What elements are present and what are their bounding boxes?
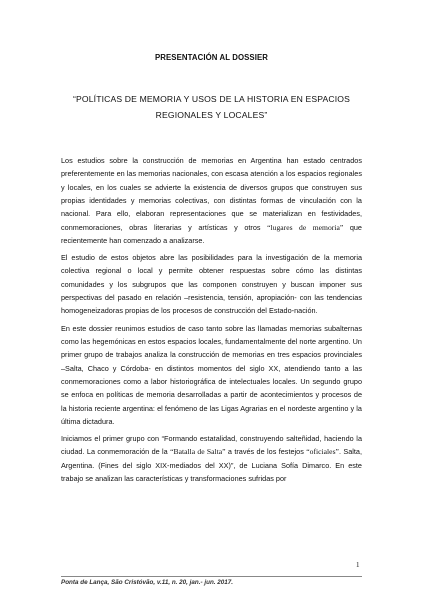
paragraph-4-quote-1: “Batalla de Salta” [170,447,226,457]
paragraph-3-text: En este dossier reunimos estudios de caso tanto sobre las llamadas memorias subalternas como las hegemónicas en estos espacios locales, fundamentalmente del norte argentino. Un primer grupo de trabajos analiza la construcción de memorias en tres espacios provinciales –Salta, Chaco y Córdoba- en distintos momentos del siglo XX, atendiendo tanto a las conmemoraciones como a labor historiográfica de intelectuales locales. Un segundo grupo se enfoca en políticas de memoria desarrolladas a partir de acontecimientos y procesos de la historia reciente argentina: el fenómeno de las Ligas Agrarias en el nordeste argentino y la última dictadura. [61,323,362,426]
paragraph-4-text-c: . Salta, Argentina. (Fines del siglo XIX-mediados del XX)”, de Luciana Sofía Dimarco. En este trabajo se analizan las características y transformaciones sufridas por [61,447,363,483]
body-text [61,154,362,489]
paragraph-1 [61,154,362,247]
footer-divider [61,576,362,577]
paragraph-2 [61,251,362,318]
article-title: “POLÍTICAS DE MEMORIA Y USOS DE LA HISTORIA EN ESPACIOS REGIONALES Y LOCALES” [73,94,350,120]
section-heading: PRESENTACIÓN AL DOSSIER [154,53,269,62]
paragraph-2-text: El estudio de estos objetos abre las posibilidades para la investigación de la memoria colectiva regional o local y permite obtener respuestas sobre cómo las distintas comunidades y los subgrupos que las componen construyen y buscan imponer sus perspectivas del pasado en relación –resistencia, tensión, apropiación- con las tendencias homogeneizadoras propias de los procesos de construcción del Estado-nación. [61,253,362,316]
paragraph-3 [61,322,362,429]
paragraph-4-text-b: a través de los festejos [225,447,307,457]
page-number: 1 [356,561,360,569]
paragraph-4 [61,432,362,485]
paragraph-1-text-b: que recientemente han comenzado a analizarse. [61,222,362,246]
paragraph-1-quote: “lugares de memoria” [267,222,344,232]
footer-citation: Ponta de Lança, São Cristóvão, v.11, n. 20, jan.- jun. 2017. [61,579,234,586]
paragraph-1-text-a: Los estudios sobre la construcción de memorias en Argentina han estado centrados preferentemente en las memorias nacionales, con escasa atención a los espacios regionales y locales, en los cuales se advierte la existencia de diversos grupos que construyen sus propias identidades y memorias colectivas, con distintas formas de vinculación con la nacional. Para ello, elaboran representaciones que se materializan en festividades, conmemoraciones, obras literarias y artísticas y otros [61,156,362,232]
paragraph-4-quote-2: “oficiales” [306,447,339,457]
paragraph-4-text-a: Iniciamos el primer grupo con “Formando estatalidad, construyendo salteñidad, haciendo la ciudad. La conmemoración de la [61,433,362,457]
